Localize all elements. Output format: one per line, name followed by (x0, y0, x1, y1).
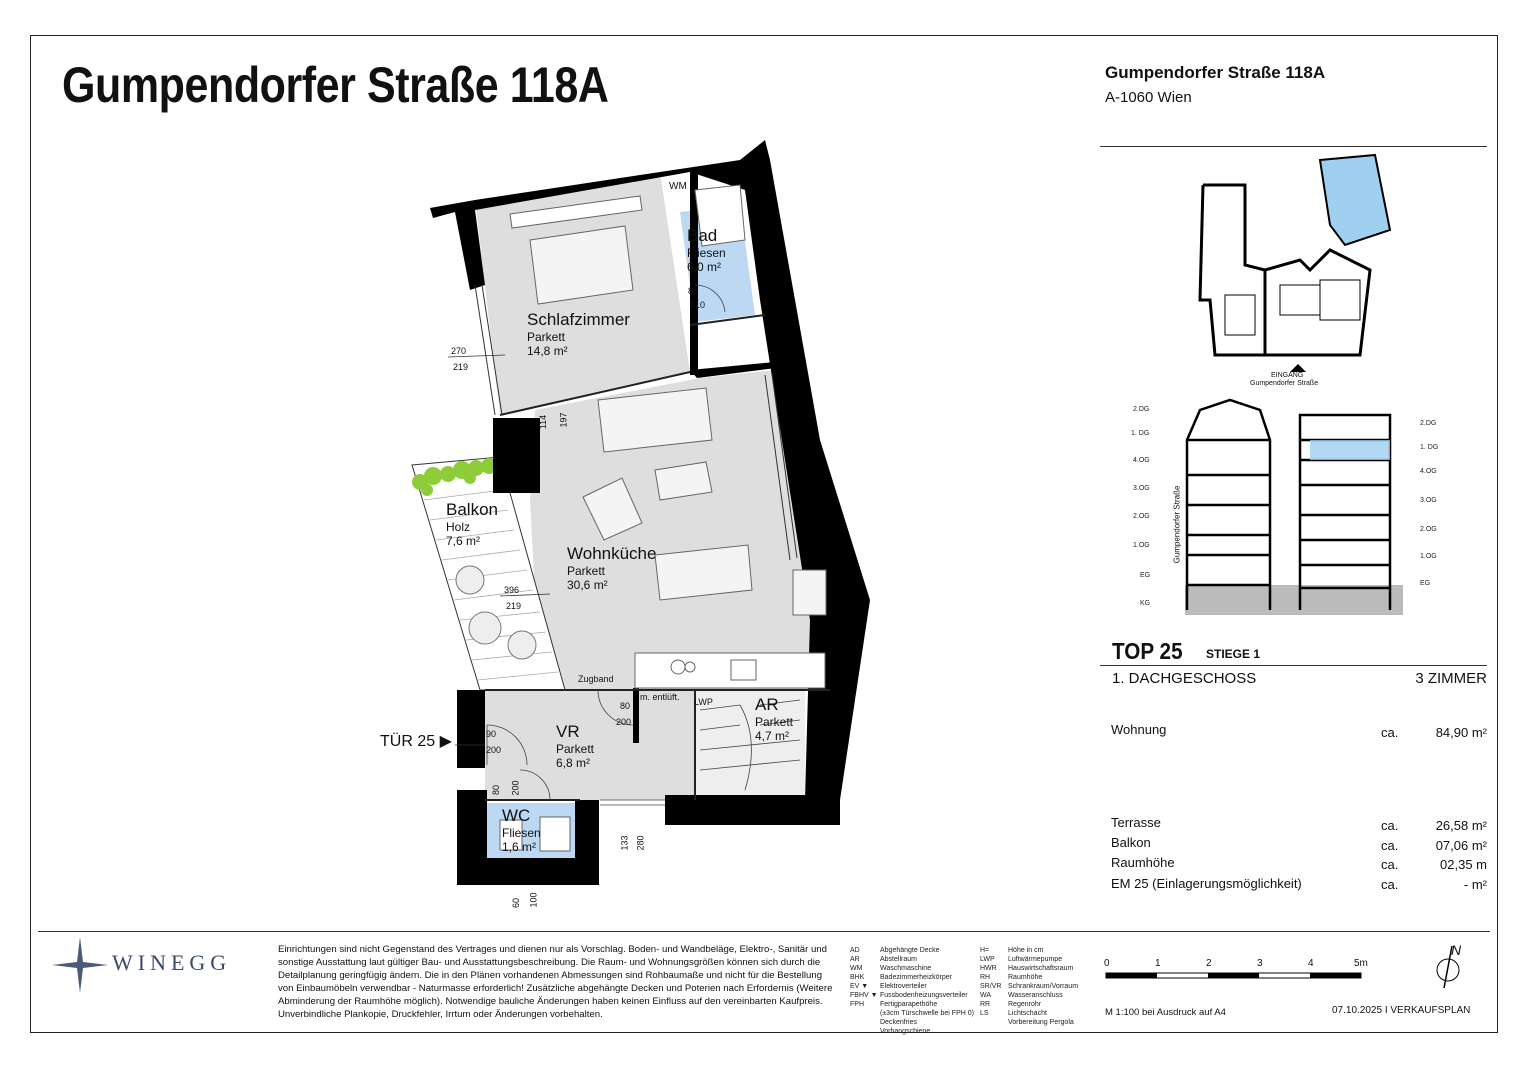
room-area: 6,8 m² (556, 756, 591, 770)
site-entrance-icon (1290, 364, 1306, 372)
legend-desc: Raumhöhe (1008, 974, 1043, 981)
dim: 60 (511, 897, 522, 909)
arrow-right-icon: ▶ (439, 733, 452, 750)
section-drawing (1185, 400, 1403, 615)
dim: 133 (619, 835, 630, 851)
section-level: 4.OG (1133, 457, 1150, 464)
legend-desc: (±3cm Türschwelle bei FPH 0) (880, 1010, 974, 1017)
scale-tick: 4 (1308, 958, 1314, 969)
legend-abbr: SR/VR (980, 983, 1002, 990)
legend-abbr: EV ▼ (850, 983, 869, 990)
header-address: Gumpendorfer Straße 118A (1105, 63, 1326, 82)
date-type: 07.10.2025 I VERKAUFSPLAN (1332, 1005, 1471, 1016)
rooms-count: 3 ZIMMER (1415, 670, 1487, 687)
legend-abbr: BHK (850, 974, 865, 981)
legend-desc: Luftwärmepumpe (1008, 956, 1063, 963)
legend-desc: Lichtschacht (1008, 1010, 1047, 1017)
section-level: EG (1420, 580, 1431, 587)
scale-bar (1100, 968, 1370, 982)
area-value: - m² (1463, 877, 1487, 892)
dim: 200 (510, 780, 521, 796)
area-ca: ca. (1381, 877, 1399, 892)
scale-note: M 1:100 bei Ausdruck auf A4 (1105, 1007, 1226, 1018)
dim: 219 (506, 601, 522, 611)
legend-row (980, 991, 1090, 1000)
legend-desc: Waschmaschine (880, 965, 932, 972)
north-label: N (1451, 942, 1462, 958)
legend-desc: Vorbereitung Pergola (1008, 1019, 1074, 1026)
dim: 270 (451, 346, 467, 356)
disclaimer: Einrichtungen sind nicht Gegenstand des Vertrages und dienen nur als Vorschlag. Boden- und Wandbeläge, Elektro-, Sanitär und sonstige Ausstattung laut gültiger Bau- und Ausstattungsbeschreibung. Die Raum- und Wohnungsgrößen können sich durch die Detailplanung geringfügig ändern. Die in den Plänen vorhandenen Abmessungen sind Rohbaumaße und nicht für die Bestellung von Einbaumöbeln verwendbar - Naturmasse erforderlich! Zusätzliche abgehängte Decken und Poterien nach Erfordernis (Weitere Abminderung der Raumhöhe möglich). Notwendige bauliche Änderungen haben keinen Einfluss auf den vereinbarten Kaufpreis. Unverbindliche Plankopie, Druckfehler, Irrtum oder Änderungen vorbehalten. (278, 944, 833, 1020)
top-number: TOP 25 (1112, 638, 1183, 664)
section-level: 2.DG (1133, 406, 1150, 413)
legend-abbr: RR (980, 1001, 991, 1008)
legend-abbr: AD (850, 947, 860, 954)
room-floor: Holz (446, 520, 471, 534)
room-floor: Fliesen (502, 826, 541, 840)
zugband-label: Zugband (578, 674, 614, 684)
legend-row (850, 991, 980, 1000)
area-value: 07,06 m² (1435, 838, 1487, 853)
area-ca: ca. (1381, 725, 1399, 740)
area-value: 26,58 m² (1435, 818, 1487, 833)
section-level: KG (1140, 600, 1151, 607)
section-street-label: Gumpendorfer Straße (1172, 485, 1182, 564)
site-entrance-label: EINGANG (1271, 372, 1304, 379)
room-name: Wohnküche (567, 544, 657, 563)
room-area: 6,0 m² (687, 260, 722, 274)
dim: 200 (486, 745, 502, 755)
dim: 100 (528, 892, 539, 908)
room-name: AR (755, 695, 779, 714)
legend-row (850, 1000, 980, 1009)
legend-abbr: LWP (980, 956, 995, 963)
room-floor: Parkett (527, 330, 566, 344)
legend-abbr (850, 1018, 880, 1027)
section-level: 4.OG (1420, 468, 1437, 475)
lwp-label: LWP (694, 697, 713, 707)
legend-abbr: WM (850, 965, 863, 972)
room-name: Balkon (446, 500, 498, 519)
section-level: 1.OG (1420, 553, 1437, 560)
section-level: 3.OG (1133, 485, 1150, 492)
legend-row (850, 973, 980, 982)
legend-abbr: FBHV ▼ (850, 992, 878, 999)
section-level: 2.OG (1420, 526, 1437, 533)
legend-row (980, 955, 1090, 964)
legend-abbr: RH (980, 974, 991, 981)
section-level: 1. DG (1131, 430, 1150, 437)
legend-abbr (850, 1027, 880, 1036)
room-area: 7,6 m² (446, 534, 481, 548)
section-level: 3.OG (1420, 497, 1437, 504)
legend-row (850, 964, 980, 973)
legend-row (980, 1018, 1090, 1027)
winegg-logo-icon (52, 937, 108, 993)
room-name: Schlafzimmer (527, 310, 630, 329)
room-floor: Fliesen (687, 246, 726, 260)
legend-desc: Abstellraum (880, 956, 917, 963)
legend-row (980, 946, 1090, 955)
section-level: 2.DG (1420, 420, 1437, 427)
dim: 197 (558, 412, 569, 428)
legend-left (850, 946, 980, 1036)
area-ca: ca. (1381, 838, 1399, 853)
dim: 80 (688, 286, 699, 296)
site-street-label: Gumpendorfer Straße (1250, 380, 1319, 387)
dim: 114 (538, 414, 549, 430)
site-highlight (1320, 155, 1390, 245)
legend-row (980, 1009, 1090, 1018)
area-value: 84,90 m² (1435, 725, 1487, 740)
legend-right (980, 946, 1090, 1027)
legend-desc: Deckenfries (880, 1019, 917, 1026)
legend-abbr: LS (980, 1010, 989, 1017)
scale-tick: 5m (1354, 958, 1368, 969)
area-label: EM 25 (Einlagerungsmöglichkeit) (1111, 876, 1302, 891)
entlueft-label: m. entlüft. (640, 692, 680, 702)
legend-desc: Wasseranschluss (1008, 992, 1063, 999)
dim: 219 (453, 362, 469, 372)
legend-desc: Regenrohr (1008, 1001, 1042, 1008)
legend-abbr (980, 1018, 1008, 1027)
room-area: 14,8 m² (527, 344, 568, 358)
room-floor: Parkett (567, 564, 606, 578)
room-name: VR (556, 722, 580, 741)
scale-tick: 0 (1104, 958, 1110, 969)
legend-abbr: H= (980, 947, 990, 954)
divider (1100, 665, 1487, 666)
legend-row (980, 973, 1090, 982)
legend-row (980, 982, 1090, 991)
legend-desc: Abgehängte Decke (880, 947, 940, 954)
section-level: 2.OG (1133, 513, 1150, 520)
area-ca: ca. (1381, 857, 1399, 872)
floor-label: 1. DACHGESCHOSS (1112, 670, 1257, 687)
legend-row (850, 946, 980, 955)
scale-tick: 2 (1206, 958, 1212, 969)
legend-desc: Höhe in cm (1008, 947, 1044, 954)
wm-label: WM (669, 181, 687, 192)
legend-desc: Vorhangschiene (880, 1028, 931, 1035)
dim: 200 (616, 717, 632, 727)
dim: 210 (690, 300, 706, 310)
legend-row (980, 1000, 1090, 1009)
stiege-label: STIEGE 1 (1206, 647, 1261, 661)
legend-abbr: WA (980, 992, 992, 999)
room-area: 4,7 m² (755, 729, 790, 743)
header-city: A-1060 Wien (1105, 89, 1192, 106)
dim: 280 (635, 835, 646, 851)
tuer-text: TÜR 25 (380, 733, 436, 750)
legend-desc: Hauswirtschaftsraum (1008, 965, 1074, 972)
area-value: 02,35 m (1440, 857, 1487, 872)
section-level: EG (1140, 572, 1151, 579)
legend-row (850, 982, 980, 991)
footer-divider (38, 931, 1490, 932)
legend-desc: Fertigparapethöhe (880, 1001, 938, 1008)
area-label: Balkon (1111, 835, 1151, 850)
area-label: Wohnung (1111, 722, 1167, 737)
room-name: WC (502, 806, 531, 825)
legend-row (980, 964, 1090, 973)
legend-abbr (850, 1009, 880, 1018)
room-floor: Parkett (556, 742, 595, 756)
scale-tick: 1 (1155, 958, 1161, 969)
dim: 90 (486, 729, 497, 739)
scale-tick: 3 (1257, 958, 1263, 969)
room-area: 30,6 m² (567, 578, 608, 592)
room-area: 1,6 m² (502, 840, 537, 854)
legend-abbr: FPH (850, 1001, 864, 1008)
logo-text: WINEGG (112, 950, 232, 975)
dim: 396 (504, 585, 520, 595)
section-level: 1. DG (1420, 444, 1439, 451)
dim: 80 (491, 784, 502, 796)
page-title: Gumpendorfer Straße 118A (62, 57, 609, 113)
area-label: Raumhöhe (1111, 855, 1175, 870)
section-level: 1.OG (1133, 542, 1150, 549)
area-label: Terrasse (1111, 815, 1161, 830)
legend-abbr: HWR (980, 965, 997, 972)
dim: 80 (620, 701, 631, 711)
legend-desc: Elektroverteiler (880, 983, 927, 990)
legend-desc: Schrankraum/Vorraum (1008, 983, 1079, 990)
legend-row (850, 1027, 980, 1036)
legend-desc: Fussbodenheizungsverteiler (880, 992, 968, 999)
legend-row (850, 955, 980, 964)
room-name: Bad (687, 226, 718, 245)
legend-abbr: AR (850, 956, 860, 963)
legend-desc: Badezimmerheizkörper (880, 974, 952, 981)
legend-row (850, 1009, 980, 1018)
room-floor: Parkett (755, 715, 794, 729)
area-ca: ca. (1381, 818, 1399, 833)
legend-row (850, 1018, 980, 1027)
